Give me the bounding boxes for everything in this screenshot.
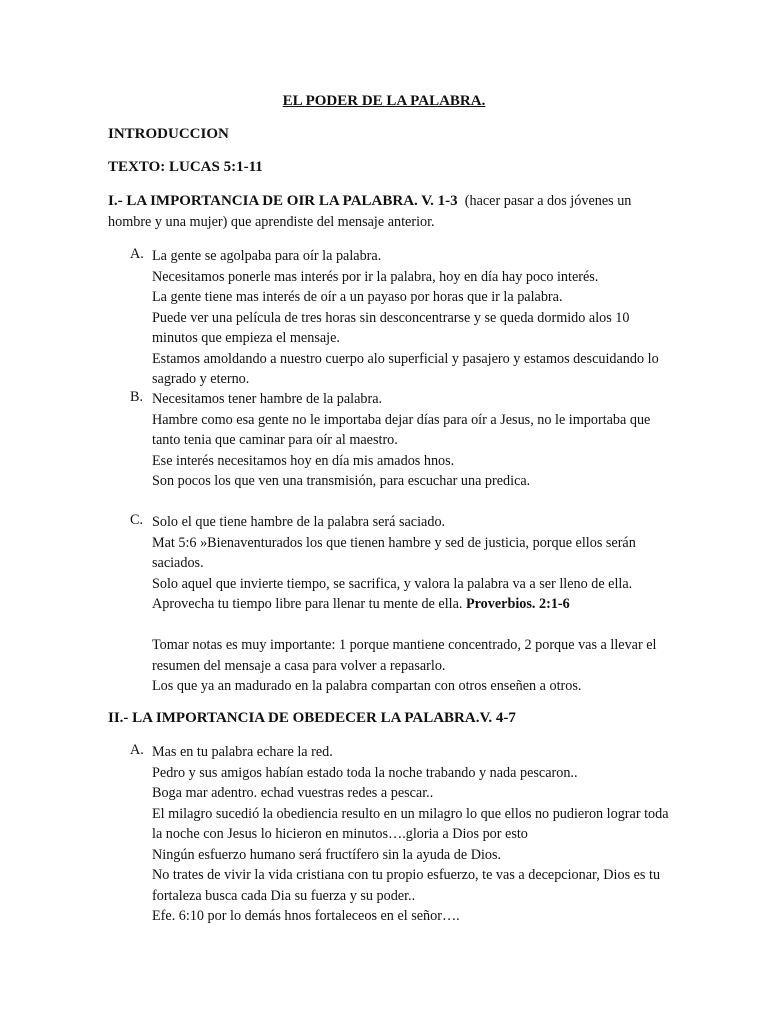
section-1-note: (hacer pasar a dos jóvenes un hombre y una mujer) que aprendiste del mensaje anterior. bbox=[108, 193, 632, 230]
aquel-text: Solo aquel que invierte tiempo, se sacrifica, y valora la palabra va a ser lleno de ella. Aprovecha tu tiempo libre para llenar tu mente de ella. bbox=[152, 575, 633, 612]
list-line: La gente tiene mas interés de oír a un payaso por horas que ir la palabra. bbox=[152, 289, 563, 305]
list-line: No trates de vivir la vida cristiana con tu propio esfuerzo, te vas a decepcionar, Dios es tu fortaleza busca cada Dia su fuerza y su poder.. bbox=[152, 867, 661, 904]
section-2-heading: II.- LA IMPORTANCIA DE OBEDECER LA PALABRA.V. 4-7 bbox=[108, 710, 516, 726]
list-line: Mas en tu palabra echare la red. bbox=[152, 744, 333, 760]
list-line: Necesitamos tener hambre de la palabra. bbox=[152, 391, 383, 407]
list-item-a bbox=[130, 246, 670, 390]
list-line: Los que ya an madurado en la palabra compartan con otros enseñen a otros. bbox=[152, 678, 582, 694]
list-line bbox=[152, 574, 670, 615]
list-line: Son pocos los que ven una transmisión, para escuchar una predica. bbox=[152, 473, 531, 489]
texto-heading: TEXTO: LUCAS 5:1-11 bbox=[108, 159, 263, 175]
list-letter: B. bbox=[130, 389, 144, 405]
paragraph-gap bbox=[152, 615, 670, 636]
list-item-body bbox=[152, 246, 670, 390]
list-item-body bbox=[152, 389, 670, 492]
list-item-b bbox=[130, 389, 670, 492]
intro-heading: INTRODUCCION bbox=[108, 126, 229, 142]
list-item-c bbox=[130, 512, 670, 697]
list-item-2a bbox=[130, 742, 670, 927]
list-line: Mat 5:6 »Bienaventurados los que tienen hambre y sed de justicia, porque ellos serán saciados. bbox=[152, 534, 636, 571]
list-item-body bbox=[152, 742, 670, 927]
document-title: EL PODER DE LA PALABRA. bbox=[282, 93, 486, 109]
list-line: Solo el que tiene hambre de la palabra será saciado. bbox=[152, 514, 446, 530]
section-1-paragraph bbox=[108, 191, 668, 233]
list-item-body bbox=[152, 512, 670, 697]
list-line: Pedro y sus amigos habían estado toda la noche trabando y nada pescaron.. bbox=[152, 764, 578, 781]
list-line: Puede ver una película de tres horas sin desconcentrarse y se queda dormido alos 10 minutos que empieza el mensaje. bbox=[152, 309, 630, 346]
list-line: Hambre como esa gente no le importaba dejar días para oír a Jesus, no le importaba que tanto tenia que caminar para oír al maestro. bbox=[152, 411, 651, 448]
list-line: Estamos amoldando a nuestro cuerpo alo superficial y pasajero y estamos descuidando lo sagrado y eterno. bbox=[152, 350, 659, 387]
list-line: Tomar notas es muy importante: 1 porque mantiene concentrado, 2 porque vas a llevar el resumen del mensaje a casa para volver a repasarlo. bbox=[152, 637, 657, 674]
list-line: La gente se agolpaba para oír la palabra. bbox=[152, 248, 382, 264]
list-line: Boga mar adentro. echad vuestras redes a pescar.. bbox=[152, 785, 434, 801]
list-line: Ese interés necesitamos hoy en día mis amados hnos. bbox=[152, 452, 455, 469]
list-line: Necesitamos ponerle mas interés por ir la palabra, hoy en día hay poco interés. bbox=[152, 268, 599, 285]
list-line: El milagro sucedió la obediencia resulto en un milagro lo que ellos no pudieron lograr toda la noche con Jesus lo hicieron en minutos….gloria a Dios por esto bbox=[152, 805, 669, 842]
proverbios-reference: Proverbios. 2:1-6 bbox=[465, 596, 570, 612]
section-1-heading: I.- LA IMPORTANCIA DE OIR LA PALABRA. V. 1-3 bbox=[108, 193, 458, 209]
list-line: Ningún esfuerzo humano será fructífero sin la ayuda de Dios. bbox=[152, 846, 502, 863]
list-line: Efe. 6:10 por lo demás hnos fortaleceos en el señor…. bbox=[152, 908, 460, 924]
list-letter: A. bbox=[130, 246, 144, 262]
list-letter: C. bbox=[130, 512, 144, 528]
list-letter: A. bbox=[130, 742, 144, 758]
